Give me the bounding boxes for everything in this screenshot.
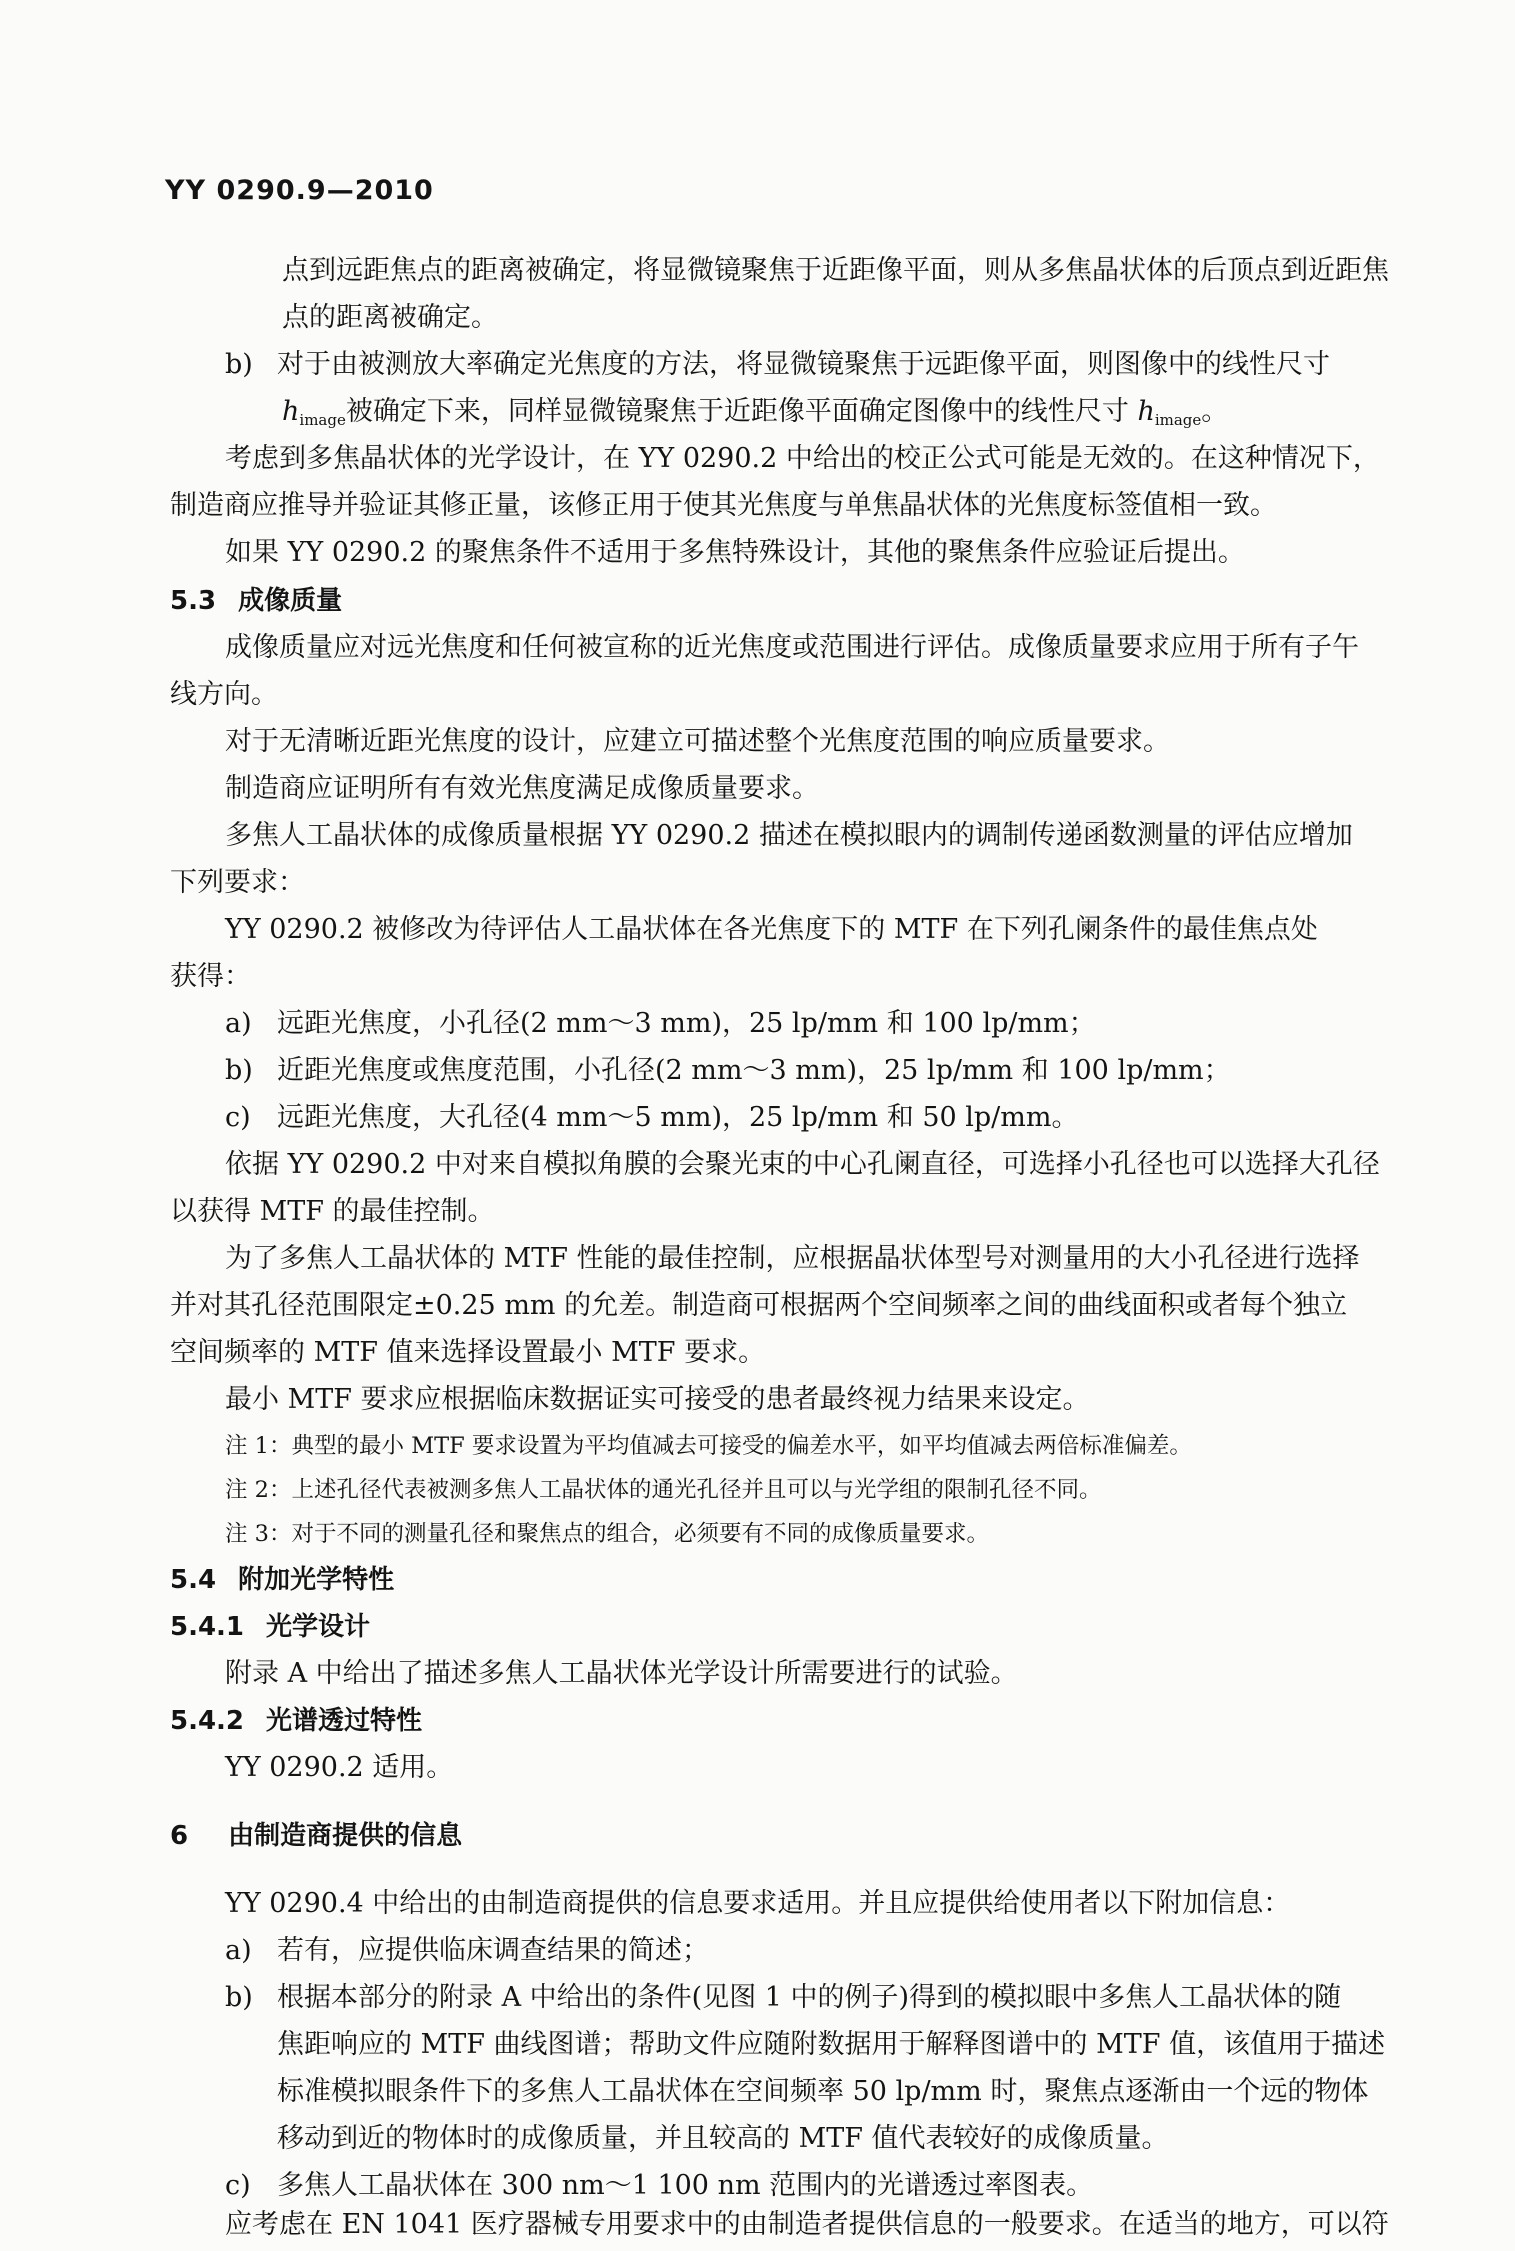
paragraph-line: YY 0290.2 被修改为待评估人工晶状体在各光焦度下的 MTF 在下列孔阑条件的最佳焦点处 [225,914,1318,945]
section-title: 成像质量 [238,586,343,616]
paragraph-line: 并对其孔径范围限定±0.25 mm 的允差。制造商可根据两个空间频率之间的曲线面积或者每个独立 [170,1290,1348,1321]
paragraph-line: 多焦人工晶状体的成像质量根据 YY 0290.2 描述在模拟眼内的调制传递函数测量的评估应增加 [225,820,1353,851]
list-text: 根据本部分的附录 A 中给出的条件(见图 1 中的例子)得到的模拟眼中多焦人工晶状体的随 [277,1982,1342,2013]
paragraph-line: 如果 YY 0290.2 的聚焦条件不适用于多焦特殊设计，其他的聚焦条件应验证后提出。 [225,537,1245,568]
list-label: b) [225,349,253,380]
section-number: 5.4 [170,1565,217,1595]
paragraph-line: 附录 A 中给出了描述多焦人工晶状体光学设计所需要进行的试验。 [225,1658,1018,1689]
list-text: 多焦人工晶状体在 300 nm～1 100 nm 范围内的光谱透过率图表。 [277,2170,1094,2201]
symbol-h: h [1137,396,1155,427]
list-text: 远距光焦度，大孔径(4 mm～5 mm)，25 lp/mm 和 50 lp/mm。 [277,1102,1079,1133]
section-heading-5-4-1 [170,1609,370,1645]
list-item-a [225,1006,1096,1042]
list-item-b [225,1980,1341,2016]
list-label: c) [225,2170,251,2201]
paragraph-line: 获得： [170,961,251,992]
text-line: 点到远距焦点的距离被确定，将显微镜聚焦于近距像平面，则从多焦晶状体的后顶点到近距焦 [282,255,1389,286]
list-item-a [225,1933,709,1969]
text-line: 点的距离被确定。 [282,302,498,333]
note-2: 注 2：上述孔径代表被测多焦人工晶状体的通光孔径并且可以与光学组的限制孔径不同。 [225,1477,1102,1503]
section-heading-5-4 [170,1562,394,1598]
section-number: 5.4.1 [170,1612,245,1642]
paragraph-line: 以获得 MTF 的最佳控制。 [170,1196,495,1227]
document-header: YY 0290.9—2010 [165,175,434,206]
list-item-c [225,2168,1093,2204]
list-item-b [225,1053,1231,1089]
section-heading-5-4-2 [170,1703,422,1739]
text-line: 移动到近的物体时的成像质量，并且较高的 MTF 值代表较好的成像质量。 [277,2123,1169,2154]
section-title: 由制造商提供的信息 [228,1821,463,1851]
section-title: 光谱透过特性 [266,1706,423,1736]
section-heading-5-3 [170,583,342,619]
text-line: 标准模拟眼条件下的多焦人工晶状体在空间频率 50 lp/mm 时，聚焦点逐渐由一个远的物体 [277,2076,1369,2107]
list-label: b) [225,1982,253,2013]
subscript-image: image [299,411,346,429]
section-number: 5.3 [170,586,217,616]
list-text: 对于由被测放大率确定光焦度的方法，将显微镜聚焦于远距像平面，则图像中的线性尺寸 [277,349,1330,380]
section-title: 光学设计 [266,1612,371,1642]
paragraph-line: 制造商应推导并验证其修正量，该修正用于使其光焦度与单焦晶状体的光焦度标签值相一致。 [170,490,1277,521]
list-label: c) [225,1102,251,1133]
text-segment: 被确定下来，同样显微镜聚焦于近距像平面确定图像中的线性尺寸 [345,396,1138,427]
symbol-h: h [282,396,300,427]
text-line-formula [282,394,1228,438]
paragraph-line: 最小 MTF 要求应根据临床数据证实可接受的患者最终视力结果来设定。 [225,1384,1090,1415]
paragraph-line: 对于无清晰近距光焦度的设计，应建立可描述整个光焦度范围的响应质量要求。 [225,726,1170,757]
list-text: 近距光焦度或焦度范围，小孔径(2 mm～3 mm)，25 lp/mm 和 100 lp/mm； [277,1055,1231,1086]
list-item-c [225,1100,1078,1136]
text-segment: 。 [1201,396,1229,427]
paragraph-line: YY 0290.2 适用。 [225,1752,454,1783]
paragraph-line: 下列要求： [170,867,305,898]
note-3: 注 3：对于不同的测量孔径和聚焦点的组合，必须要有不同的成像质量要求。 [225,1521,989,1547]
paragraph-line: 空间频率的 MTF 值来选择设置最小 MTF 要求。 [170,1337,766,1368]
paragraph-line: 线方向。 [170,679,278,710]
list-text: 若有，应提供临床调查结果的简述； [277,1935,709,1966]
paragraph-line: YY 0290.4 中给出的由制造商提供的信息要求适用。并且应提供给使用者以下附加信息： [225,1888,1291,1919]
paragraph-line: 制造商应证明所有有效光焦度满足成像质量要求。 [225,773,819,804]
list-item-b [225,347,1330,383]
text-line: 焦距响应的 MTF 曲线图谱；帮助文件应随附数据用于解释图谱中的 MTF 值，该值用于描述 [277,2029,1386,2060]
list-label: a) [225,1008,252,1039]
paragraph-line: 应考虑在 EN 1041 医疗器械专用要求中的由制造者提供信息的一般要求。在适当的地方，可以符 [225,2209,1389,2240]
list-label: a) [225,1935,252,1966]
paragraph-line: 考虑到多焦晶状体的光学设计，在 YY 0290.2 中给出的校正公式可能是无效的。在这种情况下， [225,443,1380,474]
subscript-image: image [1154,411,1202,429]
note-1: 注 1：典型的最小 MTF 要求设置为平均值减去可接受的偏差水平，如平均值减去两倍标准偏差。 [225,1433,1192,1459]
list-text: 远距光焦度，小孔径(2 mm～3 mm)，25 lp/mm 和 100 lp/mm； [277,1008,1096,1039]
paragraph-line: 为了多焦人工晶状体的 MTF 性能的最佳控制，应根据晶状体型号对测量用的大小孔径进行选择 [225,1243,1360,1274]
section-number: 6 [170,1821,189,1851]
paragraph-line: 依据 YY 0290.2 中对来自模拟角膜的会聚光束的中心孔阑直径，可选择小孔径也可以选择大孔径 [225,1149,1380,1180]
list-label: b) [225,1055,253,1086]
section-heading-6 [170,1818,462,1854]
paragraph-line: 成像质量应对远光焦度和任何被宣称的近光焦度或范围进行评估。成像质量要求应用于所有子午 [225,632,1359,663]
section-title: 附加光学特性 [238,1565,395,1595]
section-number: 5.4.2 [170,1706,245,1736]
